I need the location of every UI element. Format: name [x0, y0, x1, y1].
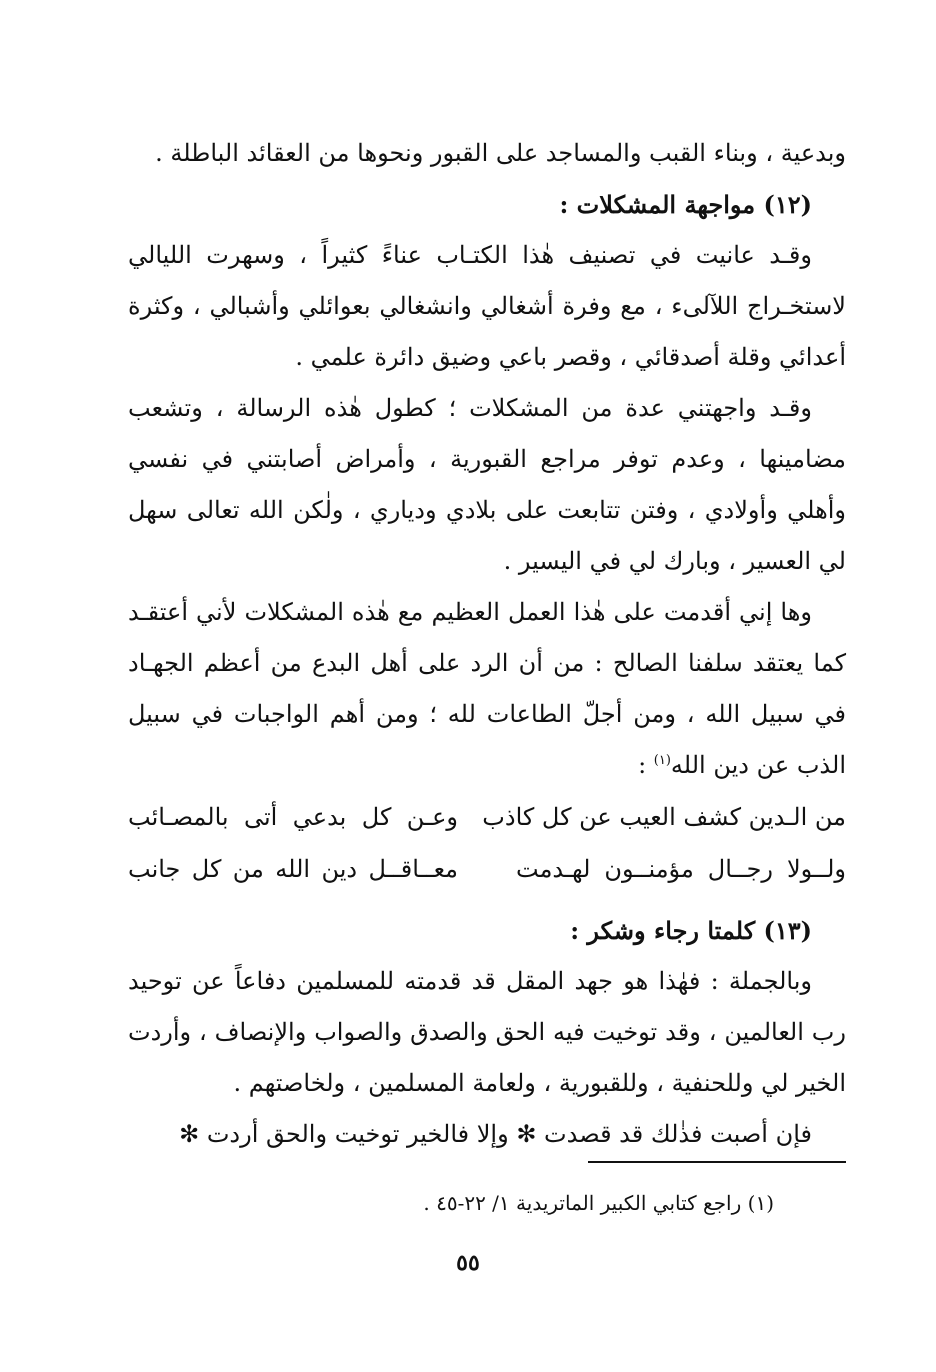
footnote-marker: (١) [653, 753, 671, 768]
poem-verse [128, 791, 846, 843]
page-body [128, 128, 846, 1160]
section-12-paragraph-2: وقـد واجهتني عدة من المشكلات ؛ كطول هٰذه الرسالة ، وتشعب مضامينها ، وعدم توفر مراجع القبورية ، وأمراض أصابتني في نفسي وأهلي وأولادي ، وفتن تتابعت على بلادي ودياري ، ولٰكن الله تعالى سهل لي العسير ، وبارك لي في اليسير . [128, 394, 846, 575]
verse-second-hemistich: وعـن كل بدعي أتى بالمصـائب [128, 803, 458, 831]
section-12-paragraph-3-text: وها إني أقدمت على هٰذا العمل العظيم مع هٰذه المشكلات لأني أعتقـد كما يعتقد سلفنا الصالح : من أن الرد على أهل البدع من أعظم الجهـاد في سبيل الله ، ومن أجلّ الطاعات لله ؛ ومن أهم الواجبات في سبيل الذب عن دين الله [128, 598, 846, 779]
intro-line: وبدعية ، وبناء القبب والمساجد على القبور ونحوها من العقائد الباطلة . [155, 139, 846, 167]
section-spacer [128, 895, 846, 905]
page-number: ٥٥ [456, 1250, 480, 1276]
section-13-paragraph-1: وبالجملة : فهٰذا هو جهد المقل قد قدمته للمسلمين دفاعاً عن توحيد رب العالمين ، وقد توخيت فيه الحق والصدق والصواب والإنصاف ، وأردت الخير لي وللحنفية ، وللقبورية ، ولعامة المسلمين ، ولخاصتهم . [128, 967, 846, 1097]
section-12-paragraph-3 [128, 587, 846, 791]
section-12-paragraph-1: وقـد عانيت في تصنيف هٰذا الكتـاب عناءً كثيراً ، وسهرت الليالي لاستخـراج اللآلىء ، مع وفرة أشغالي وانشغالي بعوائلي وأشبالي ، وكثرة أعدائي وقلة أصدقائي ، وقصر باعي وضيق دائرة علمي . [128, 241, 846, 371]
poem [128, 791, 846, 895]
verse-first-hemistich: ولــولا رجــال مؤمنــون لهـدمت [516, 855, 846, 883]
footnote: (١) راجع كتابي الكبير الماتريدية ١/ ٢٢-٤٥ . [423, 1191, 774, 1215]
section-13-heading: (١٣) كلمتا رجاء وشكر : [570, 916, 812, 945]
footnote-divider [588, 1161, 846, 1163]
verse-second-hemistich: معــاقــل دين الله من كل جانب [128, 855, 458, 883]
section-12-paragraph-3-end: : [638, 751, 654, 779]
section-12-heading: (١٢) مواجهة المشكلات : [559, 190, 812, 219]
section-13-paragraph-2: فإن أصبت فذٰلك قد قصدت ✻ وإلا فالخير توخيت والحق أردت ✻ [179, 1120, 812, 1148]
verse-first-hemistich: من الـدين كشف العيب عن كل كاذب [482, 803, 846, 831]
poem-verse [128, 843, 846, 895]
